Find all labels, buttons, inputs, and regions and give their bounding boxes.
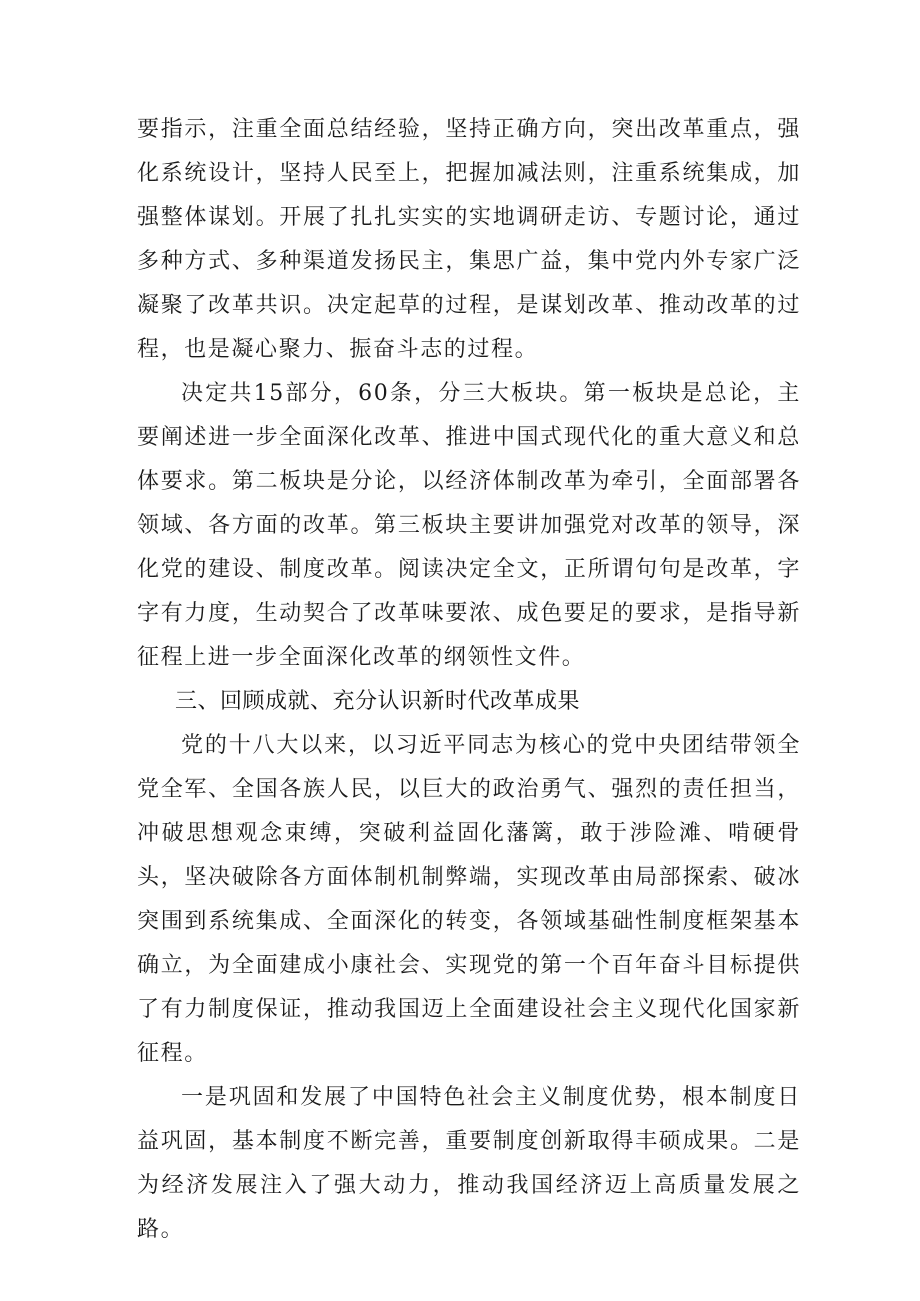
document-page — [137, 108, 801, 1252]
body-paragraph-1: 要指示，注重全面总结经验，坚持正确方向，突出改革重点，强化系统设计，坚持人民至上，把握加减法则，注重系统集成，加强整体谋划。开展了扎扎实实的实地调研走访、专题讨论，通过多种方式、多种渠道发扬民主，集思广益，集中党内外专家广泛凝聚了改革共识。决定起草的过程，是谋划改革、推动改革的过程，也是凝心聚力、振奋斗志的过程。 — [137, 117, 801, 362]
body-paragraph-4: 一是巩固和发展了中国特色社会主义制度优势，根本制度日益巩固，基本制度不断完善，重要制度创新取得丰硕成果。二是为经济发展注入了强大动力，推动我国经济迈上高质量发展之路。 — [137, 1085, 801, 1242]
section-heading: 三、回顾成就、充分认识新时代改革成果 — [175, 689, 581, 714]
body-paragraph-3: 党的十八大以来，以习近平同志为核心的党中央团结带领全党全军、全国各族人民，以巨大的政治勇气、强烈的责任担当，冲破思想观念束缚，突破利益固化藩篱，敢于涉险滩、啃硬骨头，坚决破除各方面体制机制弊端，实现改革由局部探索、破冰突围到系统集成、全面深化的转变，各领域基础性制度框架基本确立，为全面建成小康社会、实现党的第一个百年奋斗目标提供了有力制度保证，推动我国迈上全面建设社会主义现代化国家新征程。 — [137, 733, 801, 1066]
body-paragraph-2: 决定共15部分，60条，分三大板块。第一板块是总论，主要阐述进一步全面深化改革、推进中国式现代化的重大意义和总体要求。第二板块是分论，以经济体制改革为牵引，全面部署各领域、各方面的改革。第三板块主要讲加强党对改革的领导，深化党的建设、制度改革。阅读决定全文，正所谓句句是改革，字字有力度，生动契合了改革味要浓、成色要足的要求，是指导新征程上进一步全面深化改革的纲领性文件。 — [137, 381, 801, 670]
